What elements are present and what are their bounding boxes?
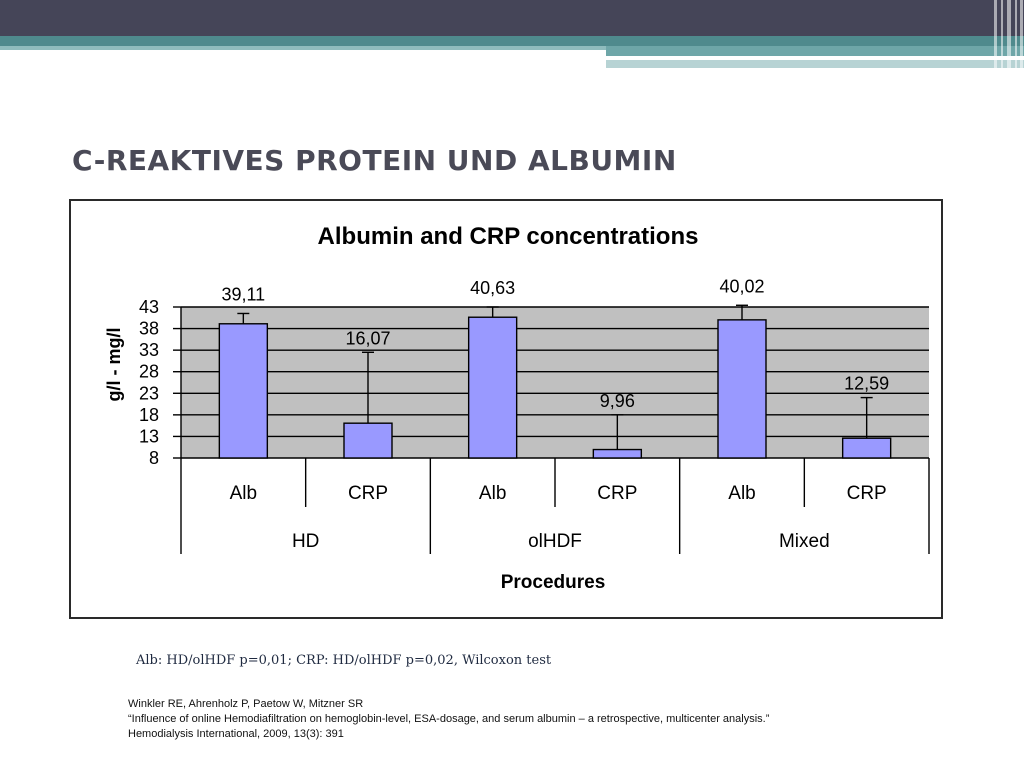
bar-HD-CRP [344, 423, 392, 458]
header-vertical-stripes [990, 0, 1024, 68]
plot-area [181, 307, 929, 458]
x-tick-label: Alb [478, 483, 507, 504]
y-tick-label: 13 [138, 426, 159, 447]
x-tick-label: CRP [347, 483, 389, 504]
header-teal-stripe-right [606, 46, 1024, 56]
x-group-label: Mixed [778, 531, 830, 552]
header-band [0, 0, 1024, 36]
y-tick-label: 8 [148, 448, 159, 468]
data-label: 16,07 [345, 328, 391, 349]
bar-olHDF-Alb [469, 317, 517, 458]
y-tick-label: 33 [138, 340, 159, 361]
y-tick-label: 18 [138, 404, 159, 425]
citation-journal: Hemodialysis International, 2009, 13(3): 391 [128, 728, 344, 740]
x-group-label: HD [291, 531, 320, 552]
data-label: 9,96 [599, 390, 635, 411]
bar-Mixed-Alb [718, 320, 766, 458]
header-teal-stripe [0, 36, 1024, 46]
header-light-stripe-right [606, 60, 1024, 68]
chart-title: Albumin and CRP concentrations [317, 223, 699, 250]
header-white-line [830, 56, 950, 58]
citation-authors: Winkler RE, Ahrenholz P, Paetow W, Mitzner SR [128, 698, 364, 710]
header-light-stripe-left [0, 46, 606, 50]
bar-Mixed-CRP [843, 438, 891, 458]
x-tick-label: CRP [846, 483, 887, 504]
x-tick-label: Alb [728, 483, 756, 504]
y-tick-label: 43 [138, 297, 159, 317]
data-label: 40,02 [719, 276, 765, 297]
x-group-label: olHDF [528, 531, 582, 552]
citation [128, 697, 769, 742]
y-tick-label: 38 [138, 318, 159, 339]
data-label: 12,59 [844, 373, 890, 394]
statistics-note: Alb: HD/olHDF p=0,01; CRP: HD/olHDF p=0,02, Wilcoxon test [136, 653, 552, 668]
x-axis-label: Procedures [500, 572, 606, 593]
y-tick-label: 28 [138, 361, 159, 382]
x-tick-label: CRP [597, 483, 638, 504]
slide-title: C-REAKTIVES PROTEIN UND ALBUMIN [72, 144, 677, 177]
data-label: 40,63 [470, 278, 516, 298]
y-axis-label: g/l - mg/l [104, 327, 124, 402]
bar-chart [71, 201, 941, 617]
bar-HD-Alb [219, 324, 267, 458]
citation-article: “Influence of online Hemodiafiltration on hemoglobin-level, ESA-dosage, and serum albumin – a retrospective, multicenter analysis.” [128, 713, 770, 725]
y-tick-label: 23 [138, 383, 159, 404]
bar-olHDF-CRP [593, 450, 641, 458]
chart-frame [69, 199, 943, 619]
data-label: 39,11 [221, 284, 266, 305]
x-tick-label: Alb [229, 483, 258, 504]
